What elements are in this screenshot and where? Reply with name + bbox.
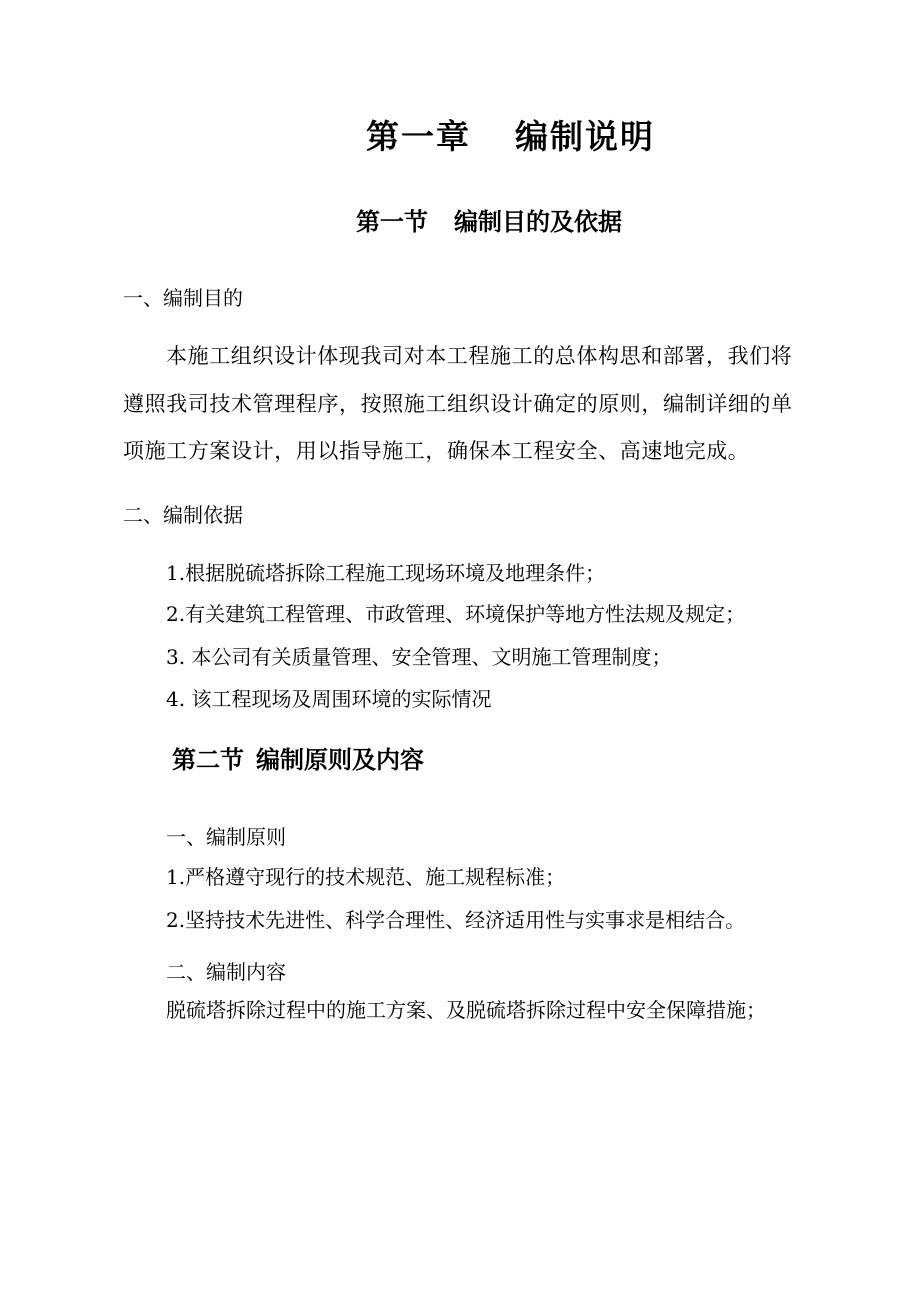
section1-name: 编制目的及依据 [454,207,622,236]
section1-label: 第一节 [356,207,428,236]
chapter-label: 第一章 [366,117,471,156]
basis-heading: 二、编制依据 [123,503,243,527]
purpose-line-2: 遵照我司技术管理程序，按照施工组织设计确定的原则，编制详细的单 [123,392,793,416]
basis-item-1: 1.根据脱硫塔拆除工程施工现场环境及地理条件； [166,561,606,585]
principles-item-1: 1.严格遵守现行的技术规范、施工规程标准； [166,865,566,889]
content-text: 脱硫塔拆除过程中的施工方案、及脱硫塔拆除过程中安全保障措施； [166,998,766,1022]
purpose-line-3: 项施工方案设计，用以指导施工，确保本工程安全、高速地完成。 [123,439,750,463]
basis-item-2: 2.有关建筑工程管理、市政管理、环境保护等地方性法规及规定； [166,602,746,626]
chapter-title [366,117,655,156]
basis-item-4: 4. 该工程现场及周围环境的实际情况 [166,687,492,711]
content-heading: 二、编制内容 [166,960,286,984]
section1-title [356,207,622,236]
section2-label: 第二节 [172,745,244,774]
purpose-line-1: 本施工组织设计体现我司对本工程施工的总体构思和部署，我们将 [166,344,793,368]
chapter-name: 编制说明 [515,117,655,156]
principles-heading: 一、编制原则 [166,825,286,849]
section2-title [172,745,424,774]
principles-item-2: 2.坚持技术先进性、科学合理性、经济适用性与实事求是相结合。 [166,908,746,932]
section2-name: 编制原则及内容 [256,745,424,774]
basis-item-3: 3. 本公司有关质量管理、安全管理、文明施工管理制度； [166,645,672,669]
purpose-heading: 一、编制目的 [123,286,243,310]
